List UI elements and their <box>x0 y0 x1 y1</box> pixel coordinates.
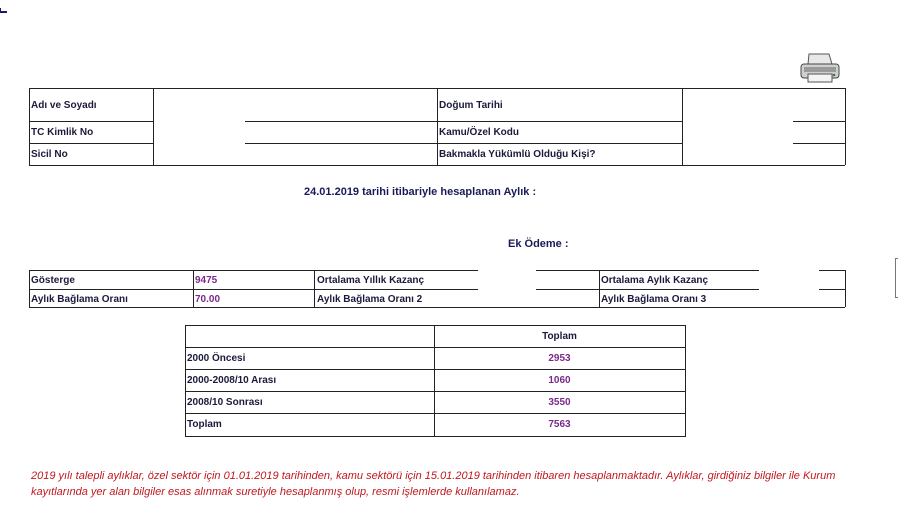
baglama2-label: Aylık Bağlama Oranı 2 <box>317 294 423 305</box>
printer-icon[interactable] <box>799 52 841 84</box>
dependent-label: Bakmakla Yükümlü Olduğu Kişi? <box>439 149 596 160</box>
kamu-value <box>683 122 845 143</box>
summary-row-label: 2000 Öncesi <box>187 353 246 364</box>
ek-odeme-title: Ek Ödeme : <box>508 238 569 250</box>
sicil-label: Sicil No <box>31 149 68 160</box>
baglama3-label: Aylık Bağlama Oranı 3 <box>601 294 707 305</box>
tc-value <box>154 122 437 143</box>
ort-aylik-label: Ortalama Aylık Kazanç <box>601 275 709 286</box>
summary-row-label: 2000-2008/10 Arası <box>187 375 277 386</box>
summary-total-value: 7563 <box>548 419 571 430</box>
name-label: Adı ve Soyadı <box>31 100 97 111</box>
summary-total-label: Toplam <box>187 419 222 430</box>
baglama-value: 70.00 <box>195 294 221 305</box>
baglama-label: Aylık Bağlama Oranı <box>31 294 128 305</box>
summary-header: Toplam <box>542 331 577 342</box>
summary-row-label: 2008/10 Sonrası <box>187 397 263 408</box>
tc-label: TC Kimlik No <box>31 127 94 138</box>
corner-mark-icon <box>0 0 8 5</box>
gosterge-label: Gösterge <box>31 275 75 286</box>
calculated-pension-title: 24.01.2019 tarihi itibariyle hesaplanan Aylık : <box>304 186 537 198</box>
kamu-label: Kamu/Özel Kodu <box>439 127 520 138</box>
disclaimer-note: 2019 yılı talepli aylıklar, özel sektör için 01.01.2019 tarihinden, kamu sektörü için 15.01.2019 tarihinden itibaren hesaplanmaktadır. Aylıklar, girdiğiniz bilgiler ile Kurum kayıtlarında yer alan bilgiler esas alınmak suretiyle hesaplanmış olup, resmi işlemlerde kullanılamaz. <box>31 470 836 498</box>
name-value <box>154 89 437 121</box>
summary-row-value: 1060 <box>548 375 571 386</box>
summary-row-value: 3550 <box>548 397 571 408</box>
dependent-value <box>683 144 845 165</box>
ort-yillik-label: Ortalama Yıllık Kazanç <box>317 275 425 286</box>
gosterge-value: 9475 <box>195 275 218 286</box>
summary-row-value: 2953 <box>548 353 571 364</box>
birth-value <box>683 89 845 121</box>
sicil-value <box>154 144 437 165</box>
birth-label: Doğum Tarihi <box>439 100 503 111</box>
